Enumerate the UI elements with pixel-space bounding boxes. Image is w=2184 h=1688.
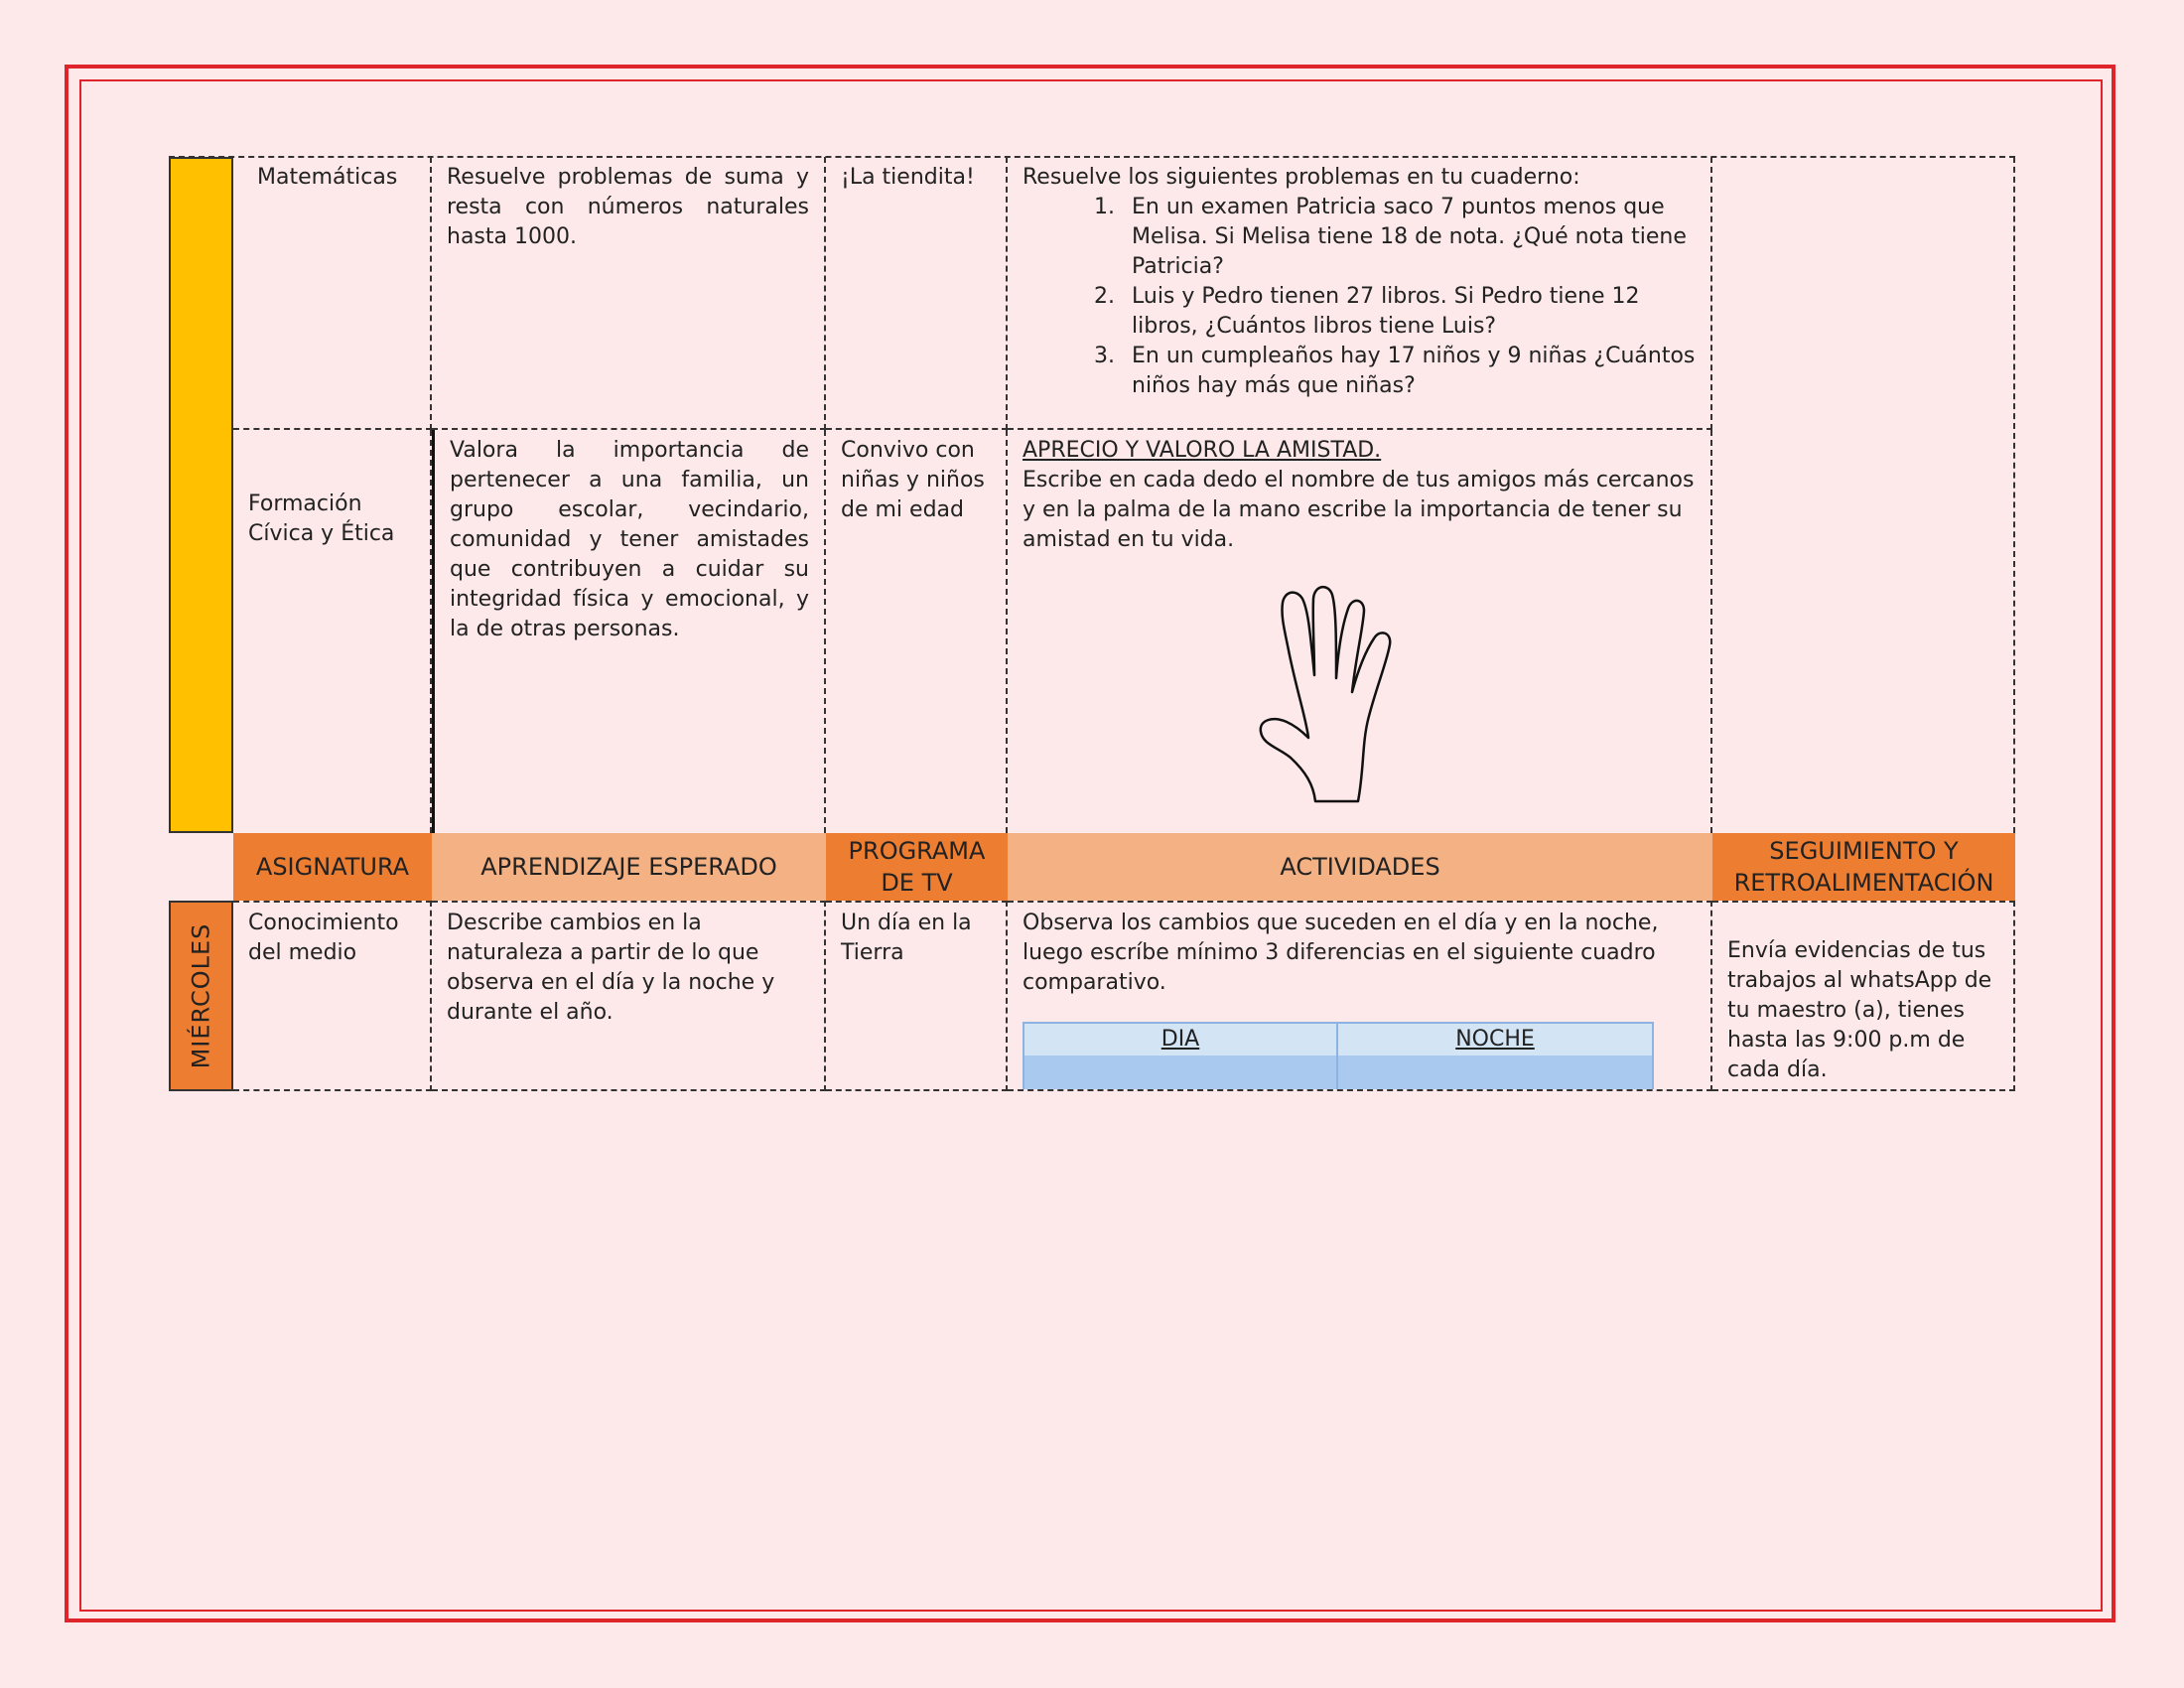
civics-subject: Formación Cívica y Ética <box>248 492 395 546</box>
day-bar-wednesday <box>169 901 233 1091</box>
civics-activity-title: APRECIO Y VALORO LA AMISTAD. <box>1023 438 1382 463</box>
math-program-cell <box>826 157 1008 430</box>
civics-learning: Valora la importancia de pertenecer a una familia, un grupo escolar, vecindario, comunidad y tener amistades que contribuyen a cuidar su integridad física y emocional, y la de otras personas. <box>450 438 809 641</box>
comparison-table <box>1023 1022 1654 1089</box>
math-problem-1: 1. En un examen Patricia saco 7 puntos menos que Melisa. Si Melisa tiene 18 de nota. ¿Qué nota tiene Patricia? <box>1122 193 1696 282</box>
wed-program-cell <box>826 901 1008 1091</box>
wed-feedback-cell <box>1712 901 2015 1091</box>
math-problem-2: 2. Luis y Pedro tienen 27 libros. Si Pedro tiene 12 libros, ¿Cuántos libros tiene Luis? <box>1122 282 1696 342</box>
comparison-cell-night[interactable] <box>1338 1055 1652 1089</box>
wed-subject-cell <box>233 901 432 1091</box>
math-subject: Matemáticas <box>257 165 398 190</box>
civics-program: Convivo con niñas y niños de mi edad <box>841 438 985 522</box>
math-activity-cell <box>1008 157 1712 430</box>
math-problem-list <box>1023 193 1696 401</box>
header-subject: ASIGNATURA <box>233 833 432 901</box>
day-bar-continued <box>169 157 233 833</box>
civics-activity-text: Escribe en cada dedo el nombre de tus amigos más cercanos y en la palma de la mano escribe la importancia de tener su amistad en tu vida. <box>1023 468 1695 552</box>
wed-subject: Conocimiento del medio <box>248 911 399 965</box>
header-learning: APRENDIZAJE ESPERADO <box>432 833 826 901</box>
civics-program-cell <box>826 430 1008 833</box>
civics-subject-cell <box>233 430 432 833</box>
header-program: PROGRAMA DE TV <box>826 833 1008 901</box>
math-subject-cell <box>233 157 432 430</box>
feedback-cell-continued <box>1712 157 2015 833</box>
wed-activity: Observa los cambios que suceden en el día y en la noche, luego escríbe mínimo 3 diferencias en el siguiente cuadro comparativo. <box>1023 911 1659 995</box>
header-feedback: SEGUIMIENTO Y RETROALIMENTACIÓN <box>1712 833 2015 901</box>
math-problem-3: 3. En un cumpleaños hay 17 niños y 9 niñas ¿Cuántos niños hay más que niñas? <box>1122 342 1696 401</box>
day-label: MIÉRCOLES <box>187 922 215 1069</box>
math-learning-cell <box>432 157 826 430</box>
math-learning: Resuelve problemas de suma y resta con números naturales hasta 1000. <box>447 165 809 249</box>
wed-learning: Describe cambios en la naturaleza a partir de lo que observa en el día y la noche y durante el año. <box>447 911 775 1025</box>
header-activities: ACTIVIDADES <box>1008 833 1712 901</box>
wed-program: Un día en la Tierra <box>841 911 972 965</box>
hand-outline-icon <box>1251 581 1469 804</box>
comparison-header-night: NOCHE <box>1338 1024 1652 1055</box>
comparison-cell-day[interactable] <box>1024 1055 1338 1089</box>
wed-learning-cell <box>432 901 826 1091</box>
civics-learning-cell <box>432 430 826 833</box>
math-program: ¡La tiendita! <box>841 165 975 190</box>
comparison-header-day: DIA <box>1024 1024 1338 1055</box>
math-activity-intro: Resuelve los siguientes problemas en tu cuaderno: <box>1023 165 1580 190</box>
wed-feedback: Envía evidencias de tus trabajos al whatsApp de tu maestro (a), tienes hasta las 9:00 p.m de cada día. <box>1727 938 1992 1082</box>
